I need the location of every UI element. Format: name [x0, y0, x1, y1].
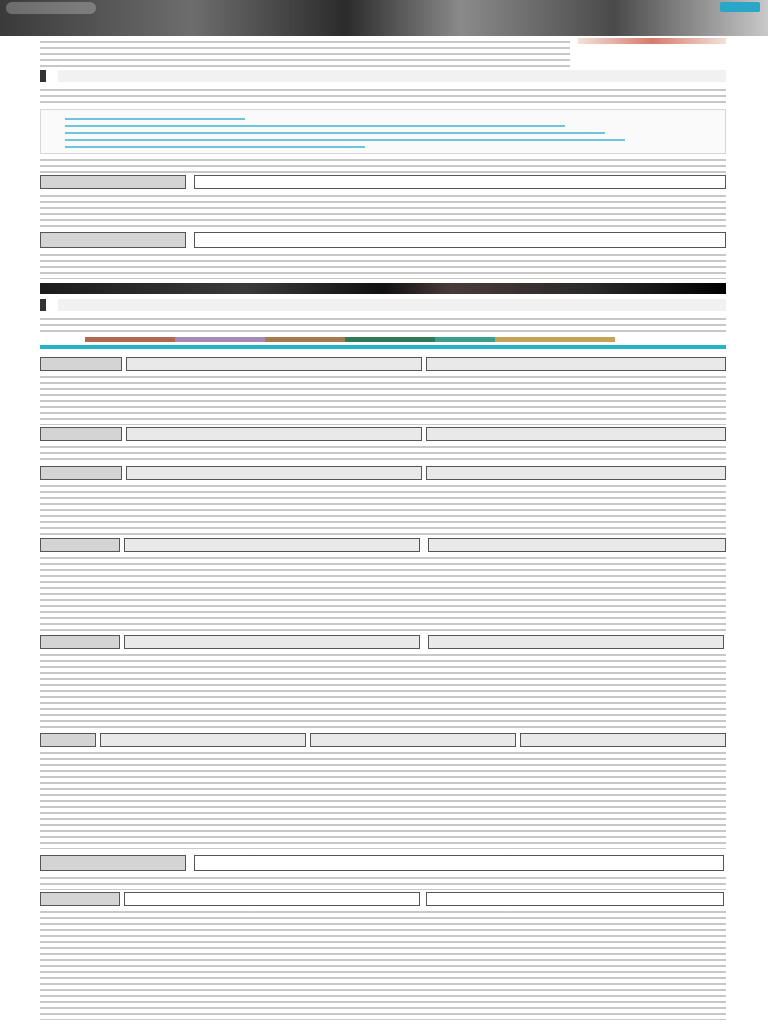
table-cell-value [100, 733, 306, 747]
rank-color-strip [85, 337, 665, 342]
section-heading-bg [58, 70, 726, 82]
hamburger-menu-icon[interactable] [720, 2, 760, 12]
body-paragraph [40, 554, 726, 634]
related-link[interactable] [65, 139, 625, 141]
body-paragraph [40, 192, 726, 230]
image-banner[interactable] [40, 283, 726, 294]
table-row [40, 892, 726, 906]
body-paragraph [40, 443, 726, 463]
table-row [40, 175, 726, 189]
table-cell-key [40, 175, 186, 189]
table-cell-key [40, 635, 120, 649]
table-row [40, 538, 726, 552]
rank-color-swatch [495, 337, 615, 342]
table-cell-value [428, 635, 724, 649]
rank-color-swatch [175, 337, 265, 342]
table-cell-value [426, 466, 726, 480]
table-cell-value [194, 855, 724, 871]
table-cell-value [126, 466, 422, 480]
body-paragraph [40, 251, 726, 279]
rank-color-swatch [345, 337, 435, 342]
related-link[interactable] [65, 118, 245, 120]
table-cell-key [40, 232, 186, 248]
body-paragraph [40, 373, 726, 425]
table-cell-value [520, 733, 726, 747]
table-cell-value [428, 538, 726, 552]
table-cell-value [126, 427, 422, 441]
body-paragraph [40, 874, 726, 890]
table-cell-value [194, 175, 726, 189]
table-row [40, 635, 726, 649]
rank-color-swatch [435, 337, 495, 342]
table-cell-value [310, 733, 516, 747]
table-row [40, 855, 726, 871]
intro-paragraph [40, 38, 570, 68]
body-paragraph [40, 482, 726, 536]
table-cell-key [40, 892, 120, 906]
table-cell-value [194, 232, 726, 248]
table-cell-key [40, 538, 120, 552]
body-paragraph [40, 749, 726, 849]
table-cell-key [40, 855, 186, 871]
table-row [40, 466, 726, 480]
site-logo[interactable] [6, 2, 96, 14]
related-link[interactable] [65, 132, 605, 134]
table-cell-value [126, 357, 422, 371]
section-heading-1 [40, 70, 726, 82]
body-paragraph [40, 156, 726, 174]
table-row [40, 427, 726, 441]
section-heading-2 [40, 299, 726, 311]
table-cell-key [40, 357, 122, 371]
table-cell-key [40, 466, 122, 480]
rank-color-swatch [85, 337, 175, 342]
promo-badge[interactable] [578, 38, 726, 44]
related-link[interactable] [65, 125, 565, 127]
body-paragraph [40, 908, 726, 1020]
rank-color-swatch [265, 337, 345, 342]
table-cell-value [124, 538, 420, 552]
body-paragraph [40, 315, 726, 335]
accent-divider [40, 345, 726, 349]
related-link[interactable] [65, 146, 365, 148]
body-paragraph [40, 651, 726, 731]
table-cell-value [124, 892, 420, 906]
table-cell-key [40, 427, 122, 441]
table-cell-value [426, 427, 726, 441]
body-paragraph [40, 86, 726, 106]
table-cell-value [124, 635, 420, 649]
table-cell-value [426, 357, 726, 371]
site-header [0, 0, 768, 36]
table-row [40, 357, 726, 371]
table-cell-key [40, 733, 96, 747]
table-row [40, 733, 726, 747]
table-row [40, 232, 726, 248]
table-cell-value [426, 892, 724, 906]
section-heading-bg [58, 299, 726, 311]
related-links-box [40, 109, 726, 154]
